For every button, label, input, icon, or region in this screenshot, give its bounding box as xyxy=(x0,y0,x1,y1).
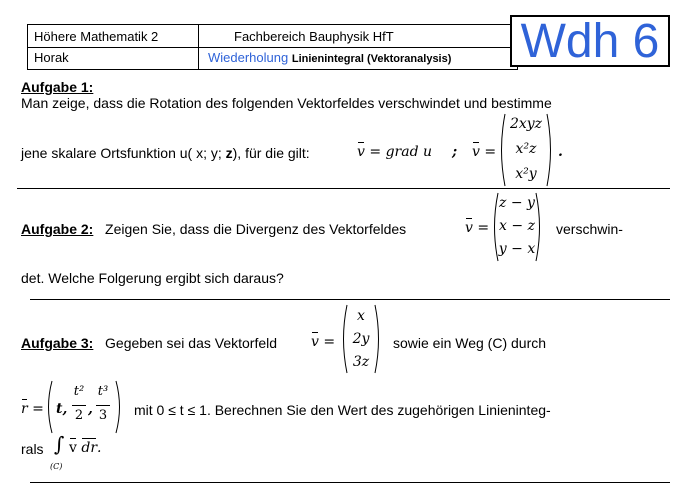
task2-eq-sign: = xyxy=(477,220,490,236)
department-name: Fachbereich Bauphysik HfT xyxy=(234,29,394,44)
task2-line2: det. Welche Folgerung ergibt sich daraus? xyxy=(21,270,284,286)
task1-v-symbol-2: v xyxy=(472,144,480,160)
task3-line1 xyxy=(21,335,277,352)
task1-rule xyxy=(17,188,670,189)
task3-v-symbol: v xyxy=(311,334,319,350)
task2-text-a: Zeigen Sie, dass die Divergenz des Vektorfeldes xyxy=(105,221,407,237)
task2-line1 xyxy=(21,221,406,238)
task1-title: Aufgabe 1: xyxy=(21,79,94,95)
task3-integral-sign: ∫ xyxy=(54,432,65,456)
task1-separator: ; xyxy=(452,144,458,160)
task3-title: Aufgabe 3: xyxy=(21,335,94,351)
sheet-badge xyxy=(510,15,670,67)
course-name: Höhere Mathematik 2 xyxy=(34,29,159,44)
task1-v-symbol: v xyxy=(357,144,365,160)
task2-vector-c3: y − x xyxy=(498,241,536,257)
task1-eq-sign-2: = xyxy=(484,144,497,160)
task1-line2-b: ), für die gilt: xyxy=(232,145,310,161)
task3-integrand-dr: dr xyxy=(81,440,98,456)
task2-vector-c2: x − z xyxy=(499,218,535,234)
task3-r-comma: , xyxy=(88,401,93,417)
task1-vector-c1: 2xyz xyxy=(509,116,543,132)
task1-eq-sign: = xyxy=(369,144,382,160)
task2-v-symbol: v xyxy=(465,220,473,236)
task3-rule xyxy=(30,482,670,483)
task1-line1: Man zeige, dass die Rotation des folgenden Vektorfeldes verschwindet und bestimme xyxy=(21,95,552,111)
task1-vector-c3: x²y xyxy=(515,166,537,182)
topic-highlight: Wiederholung xyxy=(208,50,289,65)
task3-text-a: Gegeben sei das Vektorfeld xyxy=(105,335,278,351)
sheet-badge-text: Wdh 6 xyxy=(520,15,660,68)
task1-line2-a: jene skalare Ortsfunktion u( x; y; xyxy=(21,145,226,161)
topic-title xyxy=(208,50,451,67)
task3-integral-sub: (C) xyxy=(50,462,63,471)
task1-vector-c2: x²z xyxy=(515,141,537,157)
task3-r-t: t, xyxy=(56,401,68,417)
task3-integrand-v: v xyxy=(69,440,77,456)
task3-r-num1: t² xyxy=(73,384,85,399)
task2-rule xyxy=(30,299,670,300)
task1-v-eq xyxy=(472,144,496,160)
task3-r-eq xyxy=(21,401,44,417)
task1-grad-u: grad u xyxy=(385,144,432,160)
author-name: Horak xyxy=(34,50,69,65)
task3-vector-c1: x xyxy=(357,308,365,324)
task2-title: Aufgabe 2: xyxy=(21,221,94,237)
task3-r-num2: t³ xyxy=(97,384,109,399)
task3-vector-c3: 3z xyxy=(352,354,370,370)
task3-r-den2: 3 xyxy=(98,408,108,423)
task1-vector xyxy=(497,112,555,188)
task3-r-fracbar1 xyxy=(72,405,86,406)
task3-text-c: mit 0 ≤ t ≤ 1. Berechnen Sie den Wert des zugehörigen Linieninteg- xyxy=(134,402,551,418)
task3-vector xyxy=(339,303,383,375)
task3-r-den1: 2 xyxy=(74,408,84,423)
task3-r-vector xyxy=(44,378,124,436)
task1-formula xyxy=(357,144,432,160)
task2-text-b: verschwin- xyxy=(556,221,623,237)
task3-r-fracbar2 xyxy=(96,405,110,406)
task3-r-eq-sign: = xyxy=(32,401,44,417)
task3-vector-c2: 2y xyxy=(352,331,370,347)
task1-line2-z: z xyxy=(225,145,233,161)
task3-text-b: sowie ein Weg (C) durch xyxy=(393,335,547,351)
task3-integrand-period: . xyxy=(97,440,102,456)
task1-end: . xyxy=(558,144,563,160)
task2-vector-c1: z − y xyxy=(499,195,535,211)
task1-line2 xyxy=(21,145,310,162)
task2-vector xyxy=(490,191,544,263)
task2-v-eq xyxy=(465,220,489,236)
task3-line3: rals xyxy=(21,441,44,457)
task3-r-symbol: r xyxy=(21,401,28,417)
task3-eq-sign: = xyxy=(323,334,336,350)
topic-rest: Linienintegral (Vektoranalysis) xyxy=(291,53,452,65)
task3-integrand xyxy=(69,440,101,456)
header-divider-horizontal xyxy=(28,47,517,48)
header-table xyxy=(27,24,518,70)
task3-v-eq xyxy=(311,334,335,350)
